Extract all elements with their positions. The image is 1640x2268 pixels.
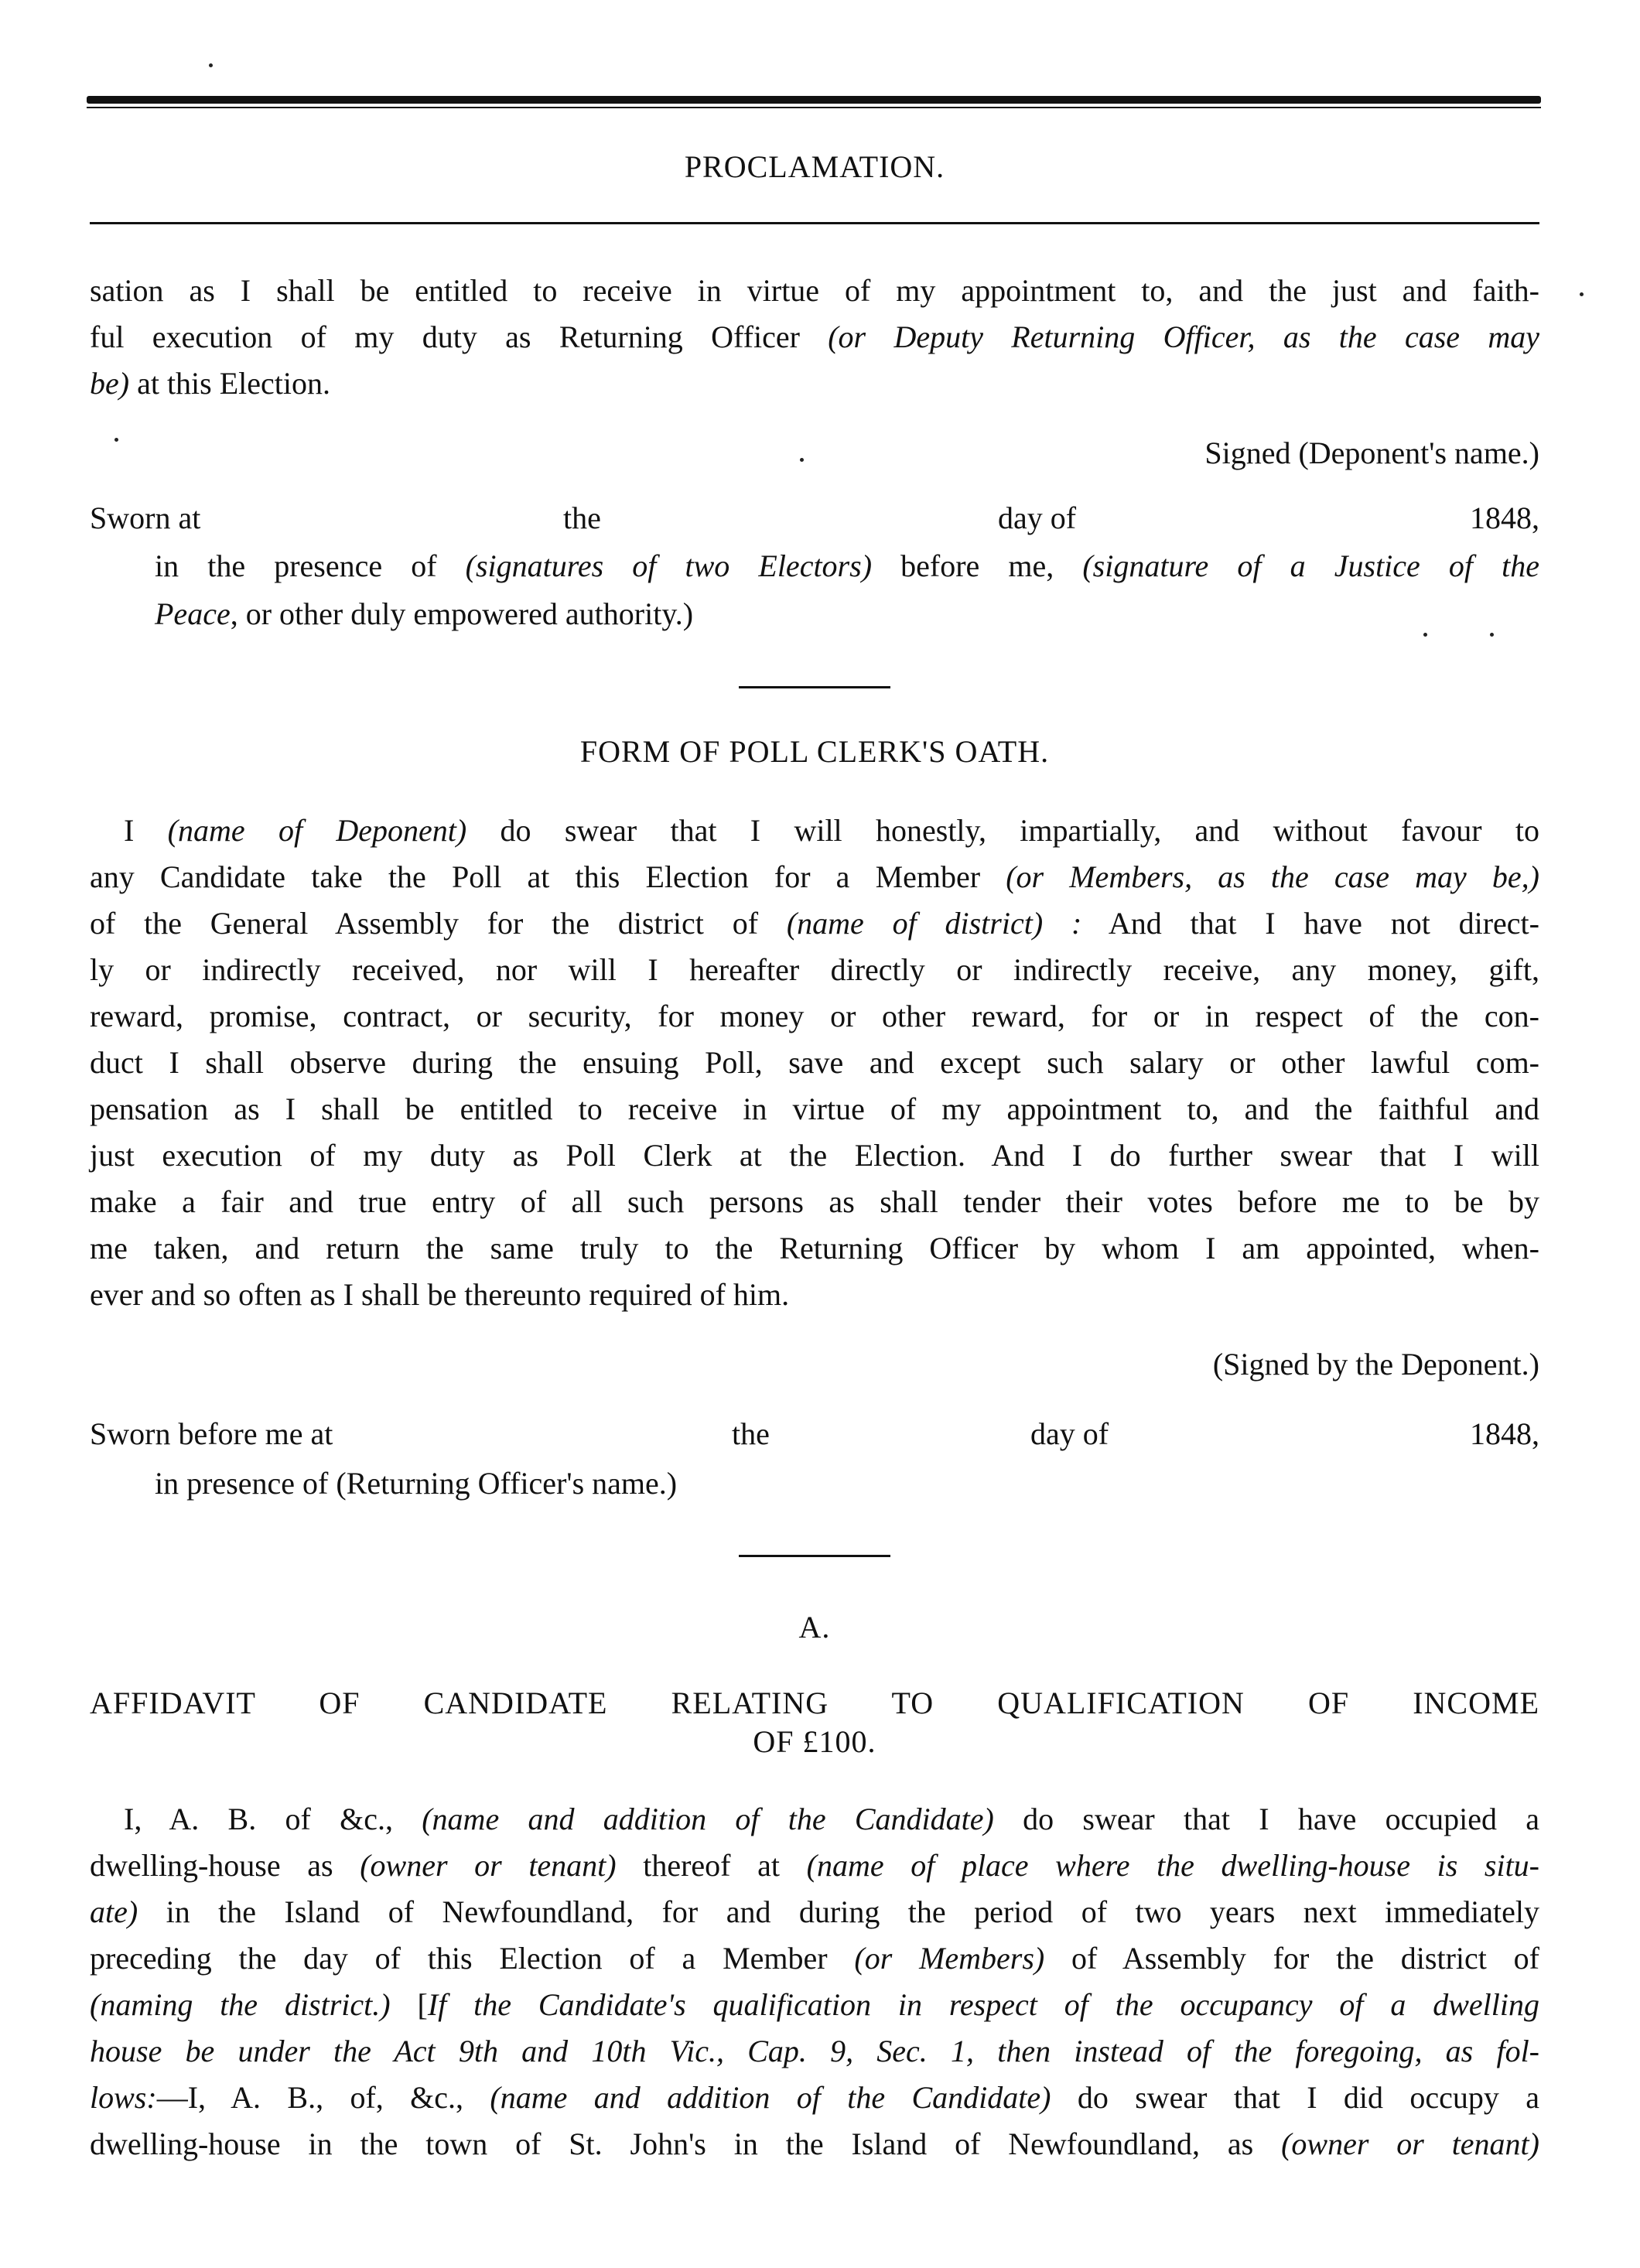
s2-line-2: any Candidate take the Poll at this Election for a Member (or Members, as the case may be,) <box>90 859 1539 894</box>
s1-presence-line: in the presence of (signatures of two Electors) before me, (signature of a Justice of the <box>155 548 1539 583</box>
s2-line-11: ever and so often as I shall be thereunto required of him. <box>90 1277 790 1312</box>
s3-line-3: ate) in the Island of Newfoundland, for and during the period of two years next immediately <box>90 1894 1539 1929</box>
s2-sworn-before: Sworn before me at <box>90 1416 333 1451</box>
s2-day-of: day of <box>1030 1416 1109 1451</box>
s1-sworn-at: Sworn at <box>90 500 201 535</box>
s3-line-8: dwelling-house in the town of St. John's in the Island of Newfoundland, as (owner or tenant) <box>90 2126 1539 2161</box>
s2-line-3: of the General Assembly for the district of (name of district) : And that I have not direct- <box>90 906 1539 941</box>
s2-line-1: I (name of Deponent) do swear that I will honestly, impartially, and without favour to <box>124 813 1539 848</box>
s1-year: 1848, <box>1470 500 1539 535</box>
scan-speck <box>209 63 213 67</box>
s3-title-line-1: AFFIDAVIT OF CANDIDATE RELATING TO QUALIFICATION OF INCOME <box>90 1686 1539 1720</box>
s1-the: the <box>563 500 601 535</box>
s2-presence-line: in presence of (Returning Officer's name.) <box>155 1466 678 1501</box>
s1-line-3: be) at this Election. <box>90 366 331 401</box>
s1-signed: Signed (Deponent's name.) <box>1204 435 1539 470</box>
s1-line-2: ful execution of my duty as Returning Officer (or Deputy Returning Officer, as the case may <box>90 319 1540 354</box>
s2-line-8: just execution of my duty as Poll Clerk at the Election. And I do further swear that I will <box>90 1138 1539 1173</box>
scan-speck <box>114 438 118 442</box>
s3-letter: A. <box>798 1610 831 1645</box>
scan-speck <box>800 458 804 462</box>
s2-line-7: pensation as I shall be entitled to receive in virtue of my appointment to, and the faithful and <box>90 1091 1539 1126</box>
s2-line-9: make a fair and true entry of all such persons as shall tender their votes before me to be by <box>90 1184 1539 1219</box>
s2-title: FORM OF POLL CLERK'S OATH. <box>579 734 1050 769</box>
s3-line-1: I, A. B. of &c., (name and addition of the Candidate) do swear that I have occupied a <box>124 1802 1540 1836</box>
scan-speck <box>1423 633 1427 637</box>
s3-line-2: dwelling-house as (owner or tenant) thereof at (name of place where the dwelling-house is situ- <box>90 1848 1539 1883</box>
top-double-rule <box>87 96 1541 104</box>
section-divider-2 <box>739 1555 890 1557</box>
top-thin-rule <box>87 107 1541 108</box>
s2-line-6: duct I shall observe during the ensuing Poll, save and except such salary or other lawful com- <box>90 1045 1539 1080</box>
section-divider-1 <box>739 686 890 688</box>
s2-signed: (Signed by the Deponent.) <box>1212 1347 1539 1382</box>
s3-line-5: (naming the district.) [If the Candidate's qualification in respect of the occupancy of a dwelling <box>90 1987 1539 2022</box>
s3-line-4: preceding the day of this Election of a Member (or Members) of Assembly for the district of <box>90 1941 1539 1976</box>
s1-peace-line: Peace, or other duly empowered authority.) <box>155 596 694 631</box>
s3-line-7: lows:—I, A. B., of, &c., (name and addition of the Candidate) do swear that I did occupy a <box>90 2080 1539 2115</box>
s1-day-of: day of <box>998 500 1077 535</box>
s2-the: the <box>732 1416 770 1451</box>
header-rule <box>90 222 1539 224</box>
s2-line-4: ly or indirectly received, nor will I hereafter directly or indirectly receive, any money, gift, <box>90 952 1539 987</box>
s3-title-line-2: OF £100. <box>753 1724 876 1759</box>
s2-year: 1848, <box>1470 1416 1539 1451</box>
s3-line-6: house be under the Act 9th and 10th Vic., Cap. 9, Sec. 1, then instead of the foregoing, as fol- <box>90 2034 1539 2068</box>
s2-line-5: reward, promise, contract, or security, for money or other reward, for or in respect of the con- <box>90 999 1539 1033</box>
page-header-title: PROCLAMATION. <box>684 149 945 184</box>
scan-speck <box>1580 292 1584 296</box>
s1-line-1: sation as I shall be entitled to receive in virtue of my appointment to, and the just and faith- <box>90 273 1539 308</box>
s2-line-10: me taken, and return the same truly to the Returning Officer by whom I am appointed, when- <box>90 1231 1539 1266</box>
scan-speck <box>1490 633 1494 637</box>
